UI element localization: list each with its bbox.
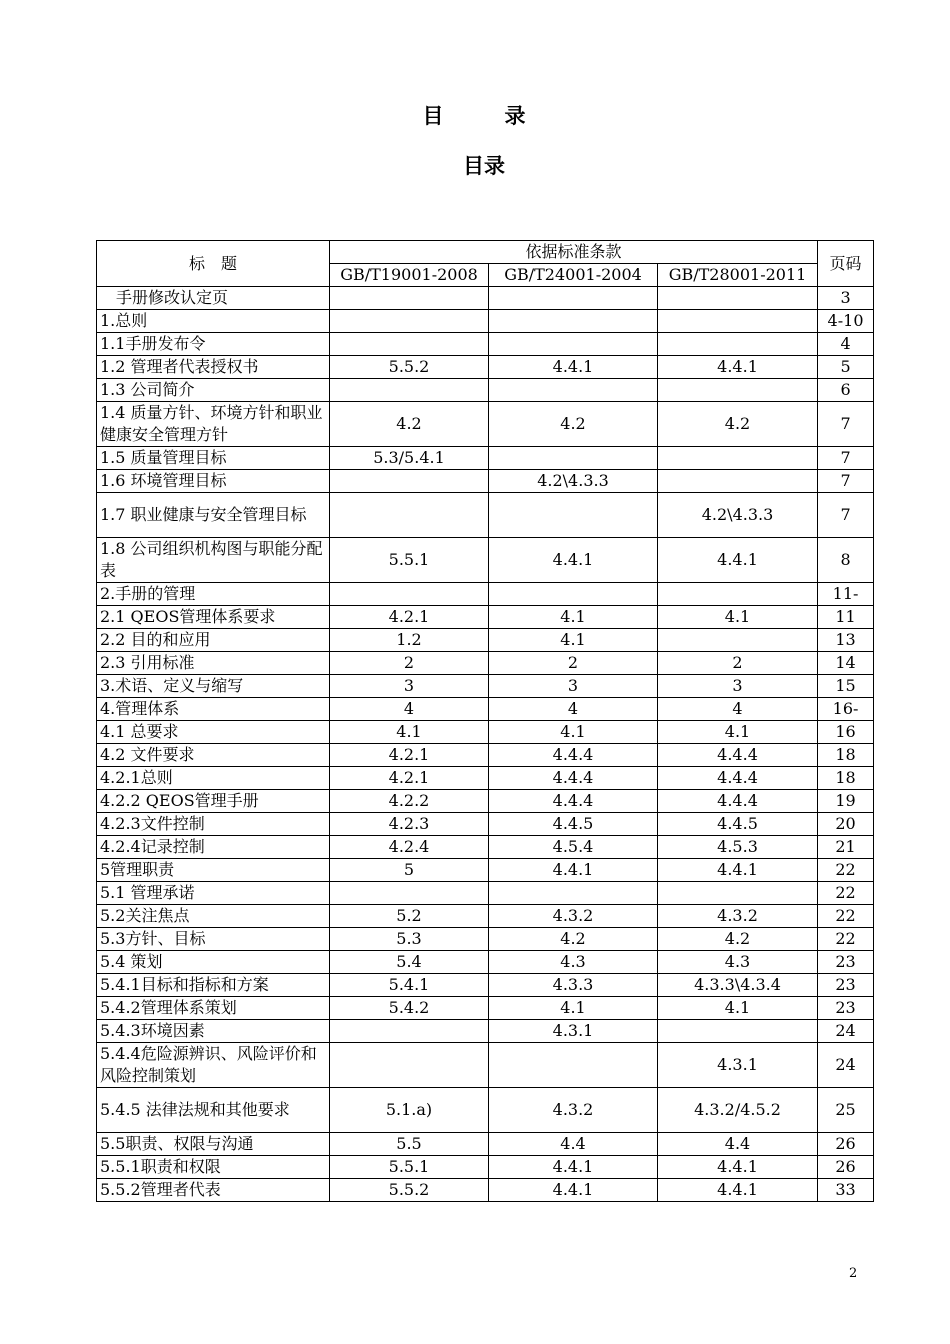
row-gb19001: 4.2.2 [330, 790, 489, 813]
row-gb28001: 4.1 [658, 606, 818, 629]
table-row [97, 951, 874, 974]
table-row [97, 356, 874, 379]
row-gb19001: 3 [330, 675, 489, 698]
table-row [97, 882, 874, 905]
row-page: 24 [818, 1020, 874, 1043]
row-title: 5.3方针、目标 [97, 928, 330, 951]
table-row [97, 974, 874, 997]
row-gb19001: 4.2.1 [330, 767, 489, 790]
row-gb24001: 4.4.4 [489, 767, 658, 790]
row-gb28001 [658, 447, 818, 470]
row-page: 20 [818, 813, 874, 836]
row-gb24001 [489, 333, 658, 356]
row-gb28001: 4.2 [658, 402, 818, 447]
table-row [97, 744, 874, 767]
row-page: 8 [818, 538, 874, 583]
table-row [97, 287, 874, 310]
row-gb28001: 4.3.2 [658, 905, 818, 928]
table-row [97, 836, 874, 859]
header-standard-3: GB/T28001-2011 [658, 264, 818, 287]
toc-table [96, 240, 874, 1202]
row-gb24001: 4.2 [489, 402, 658, 447]
table-row [97, 402, 874, 447]
table-row [97, 790, 874, 813]
table-row [97, 1179, 874, 1202]
row-title: 1.2 管理者代表授权书 [97, 356, 330, 379]
row-page: 7 [818, 402, 874, 447]
table-row [97, 1043, 874, 1088]
row-gb19001: 4.2.1 [330, 606, 489, 629]
row-gb28001: 4.5.3 [658, 836, 818, 859]
row-gb19001: 5.5 [330, 1133, 489, 1156]
row-gb19001 [330, 333, 489, 356]
row-gb19001: 5.5.2 [330, 1179, 489, 1202]
row-gb28001: 2 [658, 652, 818, 675]
row-title: 2.手册的管理 [97, 583, 330, 606]
row-title: 5.1 管理承诺 [97, 882, 330, 905]
page-heading: 目 录 [422, 104, 546, 128]
page-subheading: 目录 [463, 154, 505, 178]
row-title: 4.2 文件要求 [97, 744, 330, 767]
table-row [97, 813, 874, 836]
row-gb28001: 4.4 [658, 1133, 818, 1156]
row-gb28001 [658, 333, 818, 356]
header-page: 页码 [818, 241, 874, 287]
row-title: 1.7 职业健康与安全管理目标 [97, 493, 330, 538]
row-gb19001: 4.2 [330, 402, 489, 447]
row-gb19001: 4.2.3 [330, 813, 489, 836]
header-basis: 依据标准条款 [330, 241, 818, 264]
row-gb19001: 5.1.a) [330, 1088, 489, 1133]
row-title: 1.总则 [97, 310, 330, 333]
row-gb19001 [330, 1043, 489, 1088]
row-page: 22 [818, 928, 874, 951]
row-gb24001: 4.4.4 [489, 744, 658, 767]
row-gb24001 [489, 583, 658, 606]
row-page: 6 [818, 379, 874, 402]
row-title: 5.4.3环境因素 [97, 1020, 330, 1043]
row-page: 21 [818, 836, 874, 859]
row-gb24001: 3 [489, 675, 658, 698]
row-gb19001: 4.2.4 [330, 836, 489, 859]
row-gb28001 [658, 379, 818, 402]
row-title: 5.5.2管理者代表 [97, 1179, 330, 1202]
row-gb28001: 3 [658, 675, 818, 698]
table-row [97, 538, 874, 583]
row-page: 22 [818, 882, 874, 905]
row-title: 1.8 公司组织机构图与职能分配表 [97, 538, 330, 583]
row-gb28001 [658, 310, 818, 333]
row-gb24001: 4.4.1 [489, 356, 658, 379]
row-page: 18 [818, 767, 874, 790]
row-gb24001: 4.4.1 [489, 1156, 658, 1179]
row-gb28001 [658, 583, 818, 606]
row-gb19001: 5.4 [330, 951, 489, 974]
row-gb28001: 4.4.5 [658, 813, 818, 836]
row-title: 3.术语、定义与缩写 [97, 675, 330, 698]
row-gb19001: 5.5.1 [330, 1156, 489, 1179]
row-page: 25 [818, 1088, 874, 1133]
row-gb24001: 4.3.2 [489, 905, 658, 928]
row-page: 22 [818, 859, 874, 882]
row-gb24001: 4.1 [489, 629, 658, 652]
row-page: 16 [818, 721, 874, 744]
row-gb19001: 4.1 [330, 721, 489, 744]
row-gb28001: 4.4.4 [658, 790, 818, 813]
row-gb19001 [330, 287, 489, 310]
row-page: 26 [818, 1156, 874, 1179]
row-title: 手册修改认定页 [97, 287, 330, 310]
row-gb24001: 4.1 [489, 997, 658, 1020]
table-row [97, 767, 874, 790]
row-page: 13 [818, 629, 874, 652]
row-gb24001: 4.5.4 [489, 836, 658, 859]
row-gb24001: 4.4.4 [489, 790, 658, 813]
row-page: 22 [818, 905, 874, 928]
row-gb28001: 4.2 [658, 928, 818, 951]
row-gb24001: 4.1 [489, 606, 658, 629]
row-gb28001: 4.4.1 [658, 859, 818, 882]
row-gb28001 [658, 287, 818, 310]
row-gb24001: 4.4.5 [489, 813, 658, 836]
row-page: 3 [818, 287, 874, 310]
row-title: 1.4 质量方针、环境方针和职业健康安全管理方针 [97, 402, 330, 447]
row-gb24001: 4.4.1 [489, 859, 658, 882]
row-gb28001: 4.4.1 [658, 1179, 818, 1202]
row-page: 7 [818, 447, 874, 470]
row-page: 11- [818, 583, 874, 606]
row-title: 5.4 策划 [97, 951, 330, 974]
row-gb19001: 2 [330, 652, 489, 675]
row-title: 2.1 QEOS管理体系要求 [97, 606, 330, 629]
table-row [97, 447, 874, 470]
table-row [97, 859, 874, 882]
table-row [97, 470, 874, 493]
row-gb28001 [658, 629, 818, 652]
row-page: 23 [818, 974, 874, 997]
row-gb24001 [489, 493, 658, 538]
row-gb24001: 4.4 [489, 1133, 658, 1156]
row-title: 1.5 质量管理目标 [97, 447, 330, 470]
row-title: 5.4.1目标和指标和方案 [97, 974, 330, 997]
table-row [97, 1156, 874, 1179]
row-gb28001 [658, 470, 818, 493]
row-gb24001 [489, 882, 658, 905]
row-title: 2.3 引用标准 [97, 652, 330, 675]
table-row [97, 493, 874, 538]
row-gb19001: 4.2.1 [330, 744, 489, 767]
row-gb19001 [330, 470, 489, 493]
table-row [97, 583, 874, 606]
row-title: 4.1 总要求 [97, 721, 330, 744]
table-row [97, 333, 874, 356]
table-row [97, 928, 874, 951]
table-row [97, 1020, 874, 1043]
row-gb19001 [330, 583, 489, 606]
row-page: 18 [818, 744, 874, 767]
row-page: 7 [818, 493, 874, 538]
row-gb28001: 4.4.1 [658, 538, 818, 583]
row-gb24001: 4 [489, 698, 658, 721]
table-row [97, 379, 874, 402]
row-gb19001: 5.2 [330, 905, 489, 928]
row-title: 1.3 公司简介 [97, 379, 330, 402]
row-page: 15 [818, 675, 874, 698]
row-title: 4.2.2 QEOS管理手册 [97, 790, 330, 813]
row-page: 16- [818, 698, 874, 721]
row-gb24001 [489, 287, 658, 310]
row-gb19001: 5.3/5.4.1 [330, 447, 489, 470]
row-gb28001: 4.2\4.3.3 [658, 493, 818, 538]
table-row [97, 675, 874, 698]
row-gb24001: 4.2 [489, 928, 658, 951]
row-gb19001: 5.5.2 [330, 356, 489, 379]
row-title: 5.2关注焦点 [97, 905, 330, 928]
row-gb24001: 4.1 [489, 721, 658, 744]
row-gb24001: 4.3.1 [489, 1020, 658, 1043]
row-title: 4.2.3文件控制 [97, 813, 330, 836]
row-gb19001: 4 [330, 698, 489, 721]
row-page: 24 [818, 1043, 874, 1088]
row-gb28001: 4.3.1 [658, 1043, 818, 1088]
row-gb28001: 4.4.1 [658, 356, 818, 379]
row-gb19001 [330, 310, 489, 333]
row-title: 1.1手册发布令 [97, 333, 330, 356]
row-title: 2.2 目的和应用 [97, 629, 330, 652]
table-row [97, 1133, 874, 1156]
row-gb24001: 4.2\4.3.3 [489, 470, 658, 493]
row-title: 5.5职责、权限与沟通 [97, 1133, 330, 1156]
row-gb28001: 4.3 [658, 951, 818, 974]
row-gb24001 [489, 447, 658, 470]
row-gb24001: 4.3.2 [489, 1088, 658, 1133]
row-gb19001 [330, 493, 489, 538]
row-title: 5管理职责 [97, 859, 330, 882]
row-page: 26 [818, 1133, 874, 1156]
row-page: 19 [818, 790, 874, 813]
row-title: 5.5.1职责和权限 [97, 1156, 330, 1179]
row-page: 7 [818, 470, 874, 493]
row-gb24001: 4.3 [489, 951, 658, 974]
row-gb28001: 4.1 [658, 721, 818, 744]
row-page: 14 [818, 652, 874, 675]
row-gb28001: 4.3.3\4.3.4 [658, 974, 818, 997]
row-title: 4.2.4记录控制 [97, 836, 330, 859]
row-gb28001 [658, 1020, 818, 1043]
row-gb19001: 5.3 [330, 928, 489, 951]
table-row [97, 629, 874, 652]
header-standard-2: GB/T24001-2004 [489, 264, 658, 287]
row-gb19001 [330, 379, 489, 402]
table-row [97, 997, 874, 1020]
row-gb28001: 4 [658, 698, 818, 721]
row-gb24001 [489, 1043, 658, 1088]
row-gb24001: 2 [489, 652, 658, 675]
header-standard-1: GB/T19001-2008 [330, 264, 489, 287]
row-gb19001: 5.4.2 [330, 997, 489, 1020]
table-row [97, 606, 874, 629]
row-gb24001: 4.4.1 [489, 1179, 658, 1202]
row-gb19001: 1.2 [330, 629, 489, 652]
row-gb19001 [330, 1020, 489, 1043]
row-page: 23 [818, 951, 874, 974]
row-gb24001 [489, 310, 658, 333]
row-title: 1.6 环境管理目标 [97, 470, 330, 493]
row-title: 4.管理体系 [97, 698, 330, 721]
row-title: 5.4.5 法律法规和其他要求 [97, 1088, 330, 1133]
row-gb28001: 4.4.4 [658, 767, 818, 790]
row-gb28001: 4.3.2/4.5.2 [658, 1088, 818, 1133]
row-page: 23 [818, 997, 874, 1020]
row-gb28001: 4.1 [658, 997, 818, 1020]
row-title: 5.4.4危险源辨识、风险评价和风险控制策划 [97, 1043, 330, 1088]
row-gb19001 [330, 882, 489, 905]
table-row [97, 721, 874, 744]
row-gb24001: 4.4.1 [489, 538, 658, 583]
row-gb28001 [658, 882, 818, 905]
row-page: 33 [818, 1179, 874, 1202]
row-title: 4.2.1总则 [97, 767, 330, 790]
row-gb24001 [489, 379, 658, 402]
row-gb24001: 4.3.3 [489, 974, 658, 997]
table-row [97, 310, 874, 333]
row-gb19001: 5.4.1 [330, 974, 489, 997]
row-page: 4-10 [818, 310, 874, 333]
table-row [97, 652, 874, 675]
table-row [97, 905, 874, 928]
row-page: 5 [818, 356, 874, 379]
header-title: 标 题 [97, 241, 330, 287]
table-row [97, 698, 874, 721]
page-number: 2 [849, 1266, 858, 1281]
row-gb19001: 5.5.1 [330, 538, 489, 583]
row-page: 4 [818, 333, 874, 356]
row-page: 11 [818, 606, 874, 629]
row-gb28001: 4.4.1 [658, 1156, 818, 1179]
table-row [97, 1088, 874, 1133]
row-gb19001: 5 [330, 859, 489, 882]
row-gb28001: 4.4.4 [658, 744, 818, 767]
row-title: 5.4.2管理体系策划 [97, 997, 330, 1020]
